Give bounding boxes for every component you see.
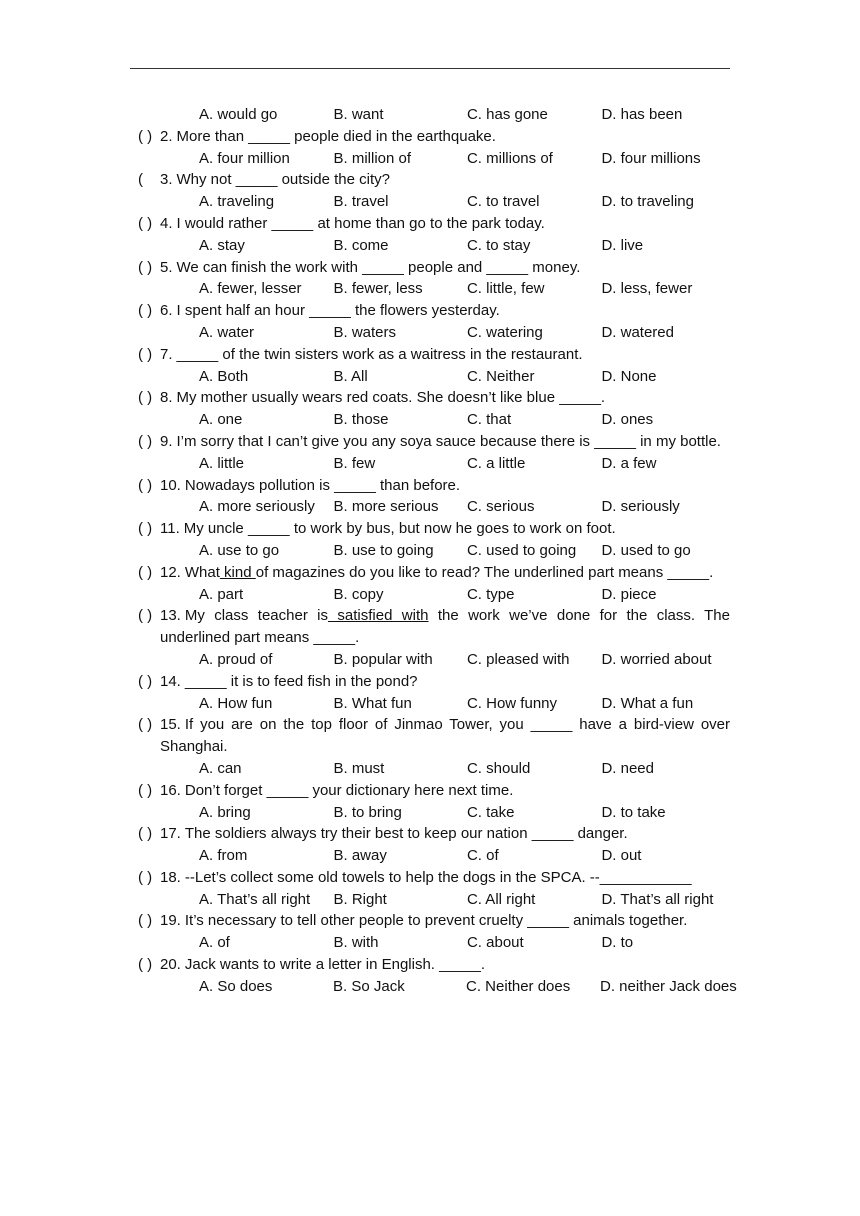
option-d: D. out	[601, 847, 642, 865]
question-number: 20.	[160, 956, 181, 974]
question-text: I would rather _____ at home than go to the park today.	[176, 214, 545, 232]
options-row	[199, 976, 737, 998]
question-item	[138, 431, 730, 453]
option-a: A. four million	[199, 149, 290, 167]
options-row	[199, 758, 730, 780]
options-row	[199, 802, 730, 824]
underlined-phrase: kind	[219, 563, 256, 581]
question-text: My uncle _____ to work by bus, but now he goes to work on foot.	[183, 520, 616, 538]
question-stem	[160, 671, 730, 693]
question-number: 15.	[160, 716, 181, 734]
question-text: Don’t forget _____ your dictionary here next time.	[184, 781, 514, 799]
question-number: 5.	[160, 258, 173, 276]
option-a: A. use to go	[199, 541, 280, 559]
option-a: A. stay	[199, 236, 245, 254]
question-item	[138, 780, 730, 802]
option-c: C. Neither does	[466, 977, 571, 995]
option-c: C. watering	[466, 323, 543, 341]
question-stem	[160, 213, 730, 235]
option-b: B. waters	[333, 323, 397, 341]
option-b: B. come	[333, 236, 389, 254]
option-a: A. water	[199, 323, 255, 341]
question-item	[138, 387, 730, 409]
option-b: B. Right	[333, 890, 387, 908]
option-a: A. How fun	[199, 694, 273, 712]
question-item	[138, 954, 730, 976]
question-number: 14.	[160, 672, 181, 690]
question-number: 3.	[160, 171, 173, 189]
question-stem	[160, 169, 730, 191]
option-d: D. four millions	[601, 149, 701, 167]
option-a: A. proud of	[199, 650, 273, 668]
option-b: B. What fun	[333, 694, 412, 712]
option-c: C. pleased with	[466, 650, 570, 668]
question-text: I’m sorry that I can’t give you any soya sauce because there is _____ in my bottle.	[176, 432, 721, 450]
option-d: D. None	[601, 367, 657, 385]
option-b: B. more serious	[333, 498, 439, 516]
option-c: C. used to going	[466, 541, 577, 559]
question-sheet	[138, 104, 737, 998]
question-number: 8.	[160, 389, 173, 407]
option-b: B. those	[333, 411, 389, 429]
option-a: A. can	[199, 759, 242, 777]
option-c: C. take	[466, 803, 515, 821]
question-stem	[160, 126, 730, 148]
answer-bracket[interactable]: (	[138, 171, 143, 189]
option-d: D. to traveling	[601, 193, 694, 211]
question-item	[138, 562, 730, 584]
option-c: C. little, few	[466, 280, 545, 298]
option-b: B. travel	[333, 193, 389, 211]
option-d: D. That’s all right	[601, 890, 714, 908]
question-item	[138, 213, 730, 235]
question-text: We can finish the work with _____ people and _____ money.	[176, 258, 581, 276]
option-b: B. fewer, less	[333, 280, 423, 298]
question-text: If you are on the top floor of Jinmao Tower, you _____ have a bird-view over Shanghai.	[160, 716, 730, 756]
question-stem	[160, 257, 730, 279]
question-item	[138, 344, 730, 366]
question-text: Nowadays pollution is _____ than before.	[184, 476, 461, 494]
option-a: A. bring	[199, 803, 251, 821]
option-d: D. ones	[601, 411, 654, 429]
option-c: C. that	[466, 411, 512, 429]
question-text: The soldiers always try their best to keep our nation _____ danger.	[184, 825, 628, 843]
question-number: 19.	[160, 912, 181, 930]
answer-bracket[interactable]: ( )	[138, 825, 153, 843]
answer-bracket[interactable]: ( )	[138, 956, 153, 974]
option-d: D. to	[601, 934, 634, 952]
question-number: 7.	[160, 345, 173, 363]
options-row	[199, 845, 730, 867]
answer-bracket[interactable]: ( )	[138, 258, 153, 276]
question-stem	[160, 431, 730, 453]
answer-bracket[interactable]: ( )	[138, 781, 153, 799]
option-c: C. of	[466, 847, 499, 865]
options-row	[199, 584, 730, 606]
question-text: What	[184, 563, 220, 581]
option-d: D. less, fewer	[601, 280, 693, 298]
option-b: B. away	[333, 847, 387, 865]
question-stem	[160, 518, 730, 540]
question-item	[138, 475, 730, 497]
question-item	[138, 605, 730, 649]
option-a: A. more seriously	[199, 498, 315, 516]
question-text: More than _____ people died in the earthquake.	[176, 127, 496, 145]
answer-bracket[interactable]: ( )	[138, 868, 153, 886]
question-item	[138, 300, 730, 322]
option-c: C. has gone	[466, 106, 548, 123]
answer-bracket[interactable]: ( )	[138, 345, 153, 363]
option-d: D. piece	[601, 585, 657, 603]
answer-bracket[interactable]: ( )	[138, 912, 153, 930]
question-stem	[160, 867, 730, 889]
option-b: B. must	[333, 759, 385, 777]
answer-bracket[interactable]: ( )	[138, 389, 153, 407]
answer-bracket[interactable]: ( )	[138, 476, 153, 494]
option-b: B. use to going	[333, 541, 434, 559]
question-text: My class teacher is	[184, 607, 329, 625]
option-a: A. traveling	[199, 193, 275, 211]
header-rule	[130, 68, 730, 69]
question-number: 18.	[160, 868, 181, 886]
question-item	[138, 910, 730, 932]
question-number: 4.	[160, 214, 173, 232]
options-row	[199, 693, 730, 715]
option-a: A. would go	[199, 106, 278, 123]
option-a: A. of	[199, 934, 230, 952]
question-1-options	[199, 104, 730, 126]
option-b: B. to bring	[333, 803, 402, 821]
option-d: D. to take	[601, 803, 666, 821]
question-stem	[160, 910, 730, 932]
question-stem	[160, 475, 730, 497]
option-d: D. seriously	[601, 498, 680, 516]
options-row	[199, 649, 730, 671]
question-stem	[160, 300, 730, 322]
question-item	[138, 867, 730, 889]
question-text: My mother usually wears red coats. She doesn’t like blue _____.	[176, 389, 606, 407]
question-number: 16.	[160, 781, 181, 799]
question-text: I spent half an hour _____ the flowers yesterday.	[176, 302, 500, 320]
answer-bracket[interactable]: ( )	[138, 607, 153, 625]
option-c: C. type	[466, 585, 515, 603]
options-row	[199, 191, 730, 213]
question-stem	[160, 605, 730, 649]
option-a: A. one	[199, 411, 243, 429]
option-c: C. to stay	[466, 236, 531, 254]
option-a: A. That’s all right	[199, 890, 311, 908]
option-d: D. used to go	[601, 541, 691, 559]
option-b: B. All	[333, 367, 368, 385]
option-d: D. live	[601, 236, 644, 254]
options-row	[199, 889, 730, 911]
answer-bracket[interactable]: ( )	[138, 716, 153, 734]
option-d: D. worried about	[601, 650, 712, 668]
option-c: C. Neither	[466, 367, 535, 385]
question-number: 6.	[160, 302, 173, 320]
options-row	[199, 148, 730, 170]
question-number: 17.	[160, 825, 181, 843]
answer-bracket[interactable]: ( )	[138, 432, 153, 450]
question-item	[138, 126, 730, 148]
option-c: C. millions of	[466, 149, 553, 167]
answer-bracket[interactable]: ( )	[138, 563, 153, 581]
question-text: --Let’s collect some old towels to help the dogs in the SPCA. --___________	[184, 868, 692, 886]
question-item	[138, 257, 730, 279]
options-row	[199, 278, 730, 300]
underlined-phrase: satisfied with	[328, 607, 429, 625]
question-text-continued: the work we’ve done for the class. The underlined part means _____.	[160, 607, 730, 647]
question-text: Jack wants to write a letter in English. _____.	[184, 956, 486, 974]
option-b: B. few	[333, 454, 376, 472]
option-a: A. part	[199, 585, 244, 603]
options-row	[199, 235, 730, 257]
option-c: C. serious	[466, 498, 535, 516]
option-d: D. watered	[601, 323, 674, 341]
question-stem	[160, 780, 730, 802]
option-a: A. little	[199, 454, 245, 472]
question-number: 2.	[160, 127, 173, 145]
question-stem	[160, 344, 730, 366]
question-text: _____ it is to feed fish in the pond?	[184, 672, 418, 690]
question-item	[138, 518, 730, 540]
option-d: D. need	[601, 759, 654, 777]
question-number: 11.	[160, 520, 180, 538]
question-text: Why not _____ outside the city?	[176, 171, 390, 189]
question-item	[138, 169, 730, 191]
option-a: A. So does	[199, 977, 273, 995]
option-a: A. Both	[199, 367, 249, 385]
options-row	[199, 496, 730, 518]
option-c: C. All right	[466, 890, 536, 908]
option-d: D. What a fun	[601, 694, 694, 712]
option-c: C. should	[466, 759, 531, 777]
options-row	[199, 932, 730, 954]
question-text: _____ of the twin sisters work as a waitress in the restaurant.	[176, 345, 583, 363]
answer-bracket[interactable]: ( )	[138, 672, 153, 690]
options-row	[199, 409, 730, 431]
question-stem	[160, 562, 730, 584]
answer-bracket[interactable]: ( )	[138, 127, 153, 145]
question-item	[138, 714, 730, 758]
option-c: C. a little	[466, 454, 526, 472]
option-b: B. popular with	[333, 650, 433, 668]
option-c: C. to travel	[466, 193, 540, 211]
options-row	[199, 366, 730, 388]
option-d: D. a few	[601, 454, 657, 472]
answer-bracket[interactable]: ( )	[138, 214, 153, 232]
options-row	[199, 322, 730, 344]
option-a: A. from	[199, 847, 248, 865]
option-d: D. has been	[601, 106, 683, 123]
question-stem	[160, 714, 730, 758]
question-stem	[160, 954, 730, 976]
option-c: C. about	[466, 934, 524, 952]
question-number: 12.	[160, 563, 181, 581]
option-b: B. So Jack	[333, 977, 405, 995]
option-c: C. How funny	[466, 694, 558, 712]
question-stem	[160, 387, 730, 409]
option-d: D. neither Jack does	[600, 977, 737, 995]
option-b: B. want	[333, 106, 384, 123]
question-item	[138, 823, 730, 845]
options-row	[199, 540, 730, 562]
question-number: 13.	[160, 607, 181, 625]
answer-bracket[interactable]: ( )	[138, 302, 153, 320]
options-row	[199, 453, 730, 475]
answer-bracket[interactable]: ( )	[138, 520, 153, 538]
option-b: B. million of	[333, 149, 412, 167]
option-a: A. fewer, lesser	[199, 280, 302, 298]
question-number: 9.	[160, 432, 173, 450]
question-item	[138, 671, 730, 693]
question-text-continued: of magazines do you like to read? The underlined part means _____.	[255, 563, 714, 581]
option-b: B. with	[333, 934, 379, 952]
option-b: B. copy	[333, 585, 384, 603]
question-number: 10.	[160, 476, 181, 494]
question-stem	[160, 823, 730, 845]
question-text: It’s necessary to tell other people to prevent cruelty _____ animals together.	[184, 912, 688, 930]
